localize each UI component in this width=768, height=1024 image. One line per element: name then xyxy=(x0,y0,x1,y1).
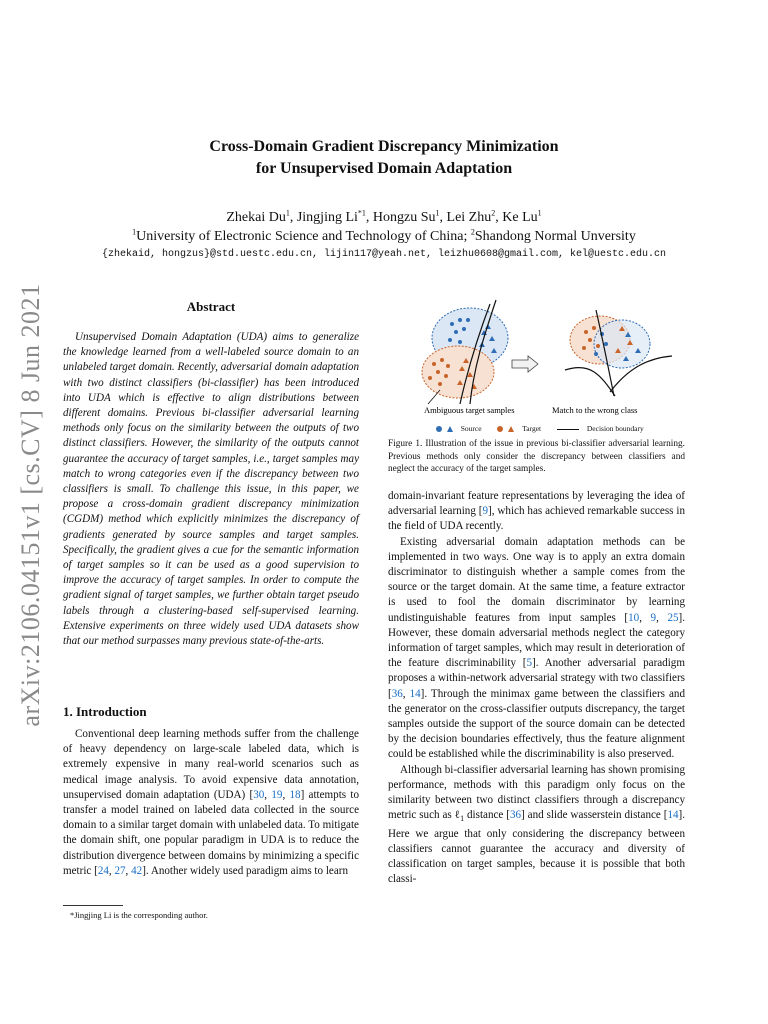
citation-sep: , xyxy=(656,611,668,624)
paragraph xyxy=(388,535,685,763)
figure-label-left: Ambiguous target samples xyxy=(424,405,515,415)
subscript: 1 xyxy=(460,814,465,824)
author-affil-mark: 2 xyxy=(491,208,496,218)
footnote-rule xyxy=(63,905,123,906)
intro-paragraph xyxy=(63,727,359,879)
intro-text: ]. Another widely used paradigm aims to learn xyxy=(142,864,348,877)
target-triangle-icon xyxy=(508,426,514,432)
paper-title-line2: for Unsupervised Domain Adaptation xyxy=(255,160,513,177)
author-affil-mark: 1 xyxy=(285,208,290,218)
citation-link[interactable]: 19 xyxy=(271,788,283,801)
citation-link[interactable]: 27 xyxy=(114,864,126,877)
affiliation-1: University of Electronic Science and Technology of China; xyxy=(136,229,468,244)
body-text: ]. Through the minimax game between the classifiers and the generator on the cross-classifier outputs discrepancy, the target samples outside the support of the source domain can be detected by the decision boundaries effectively, thus the feature alignment could be established while the discriminability is also preserved. xyxy=(388,687,686,761)
body-text: ], which has achieved remarkable success in the field of UDA recently. xyxy=(388,505,686,533)
figure-1-illustration xyxy=(400,296,680,416)
citation-sep: , xyxy=(125,864,132,877)
left-panel xyxy=(422,300,508,404)
abstract-text: Unsupervised Domain Adaptation (UDA) aims to generalize the knowledge learned from a well-labeled source domain to an unlabeled target domain. Recently, adversarial domain adaptation with two distinct classifiers (bi-classifier) has been introduced into UDA which is effective to align distributions between different domains. Previous bi-classifier adversarial learning methods only focus on the similarity between the outputs of two distinct classifiers. However, the similarity of the outputs cannot guarantee the accuracy of target samples, i.e., target samples may match to wrong categories even if the discrepancy between two classifiers is small. To challenge this issue, in this paper, we propose a cross-domain gradient discrepancy minimization (CGDM) method which explicitly minimizes the discrepancy of gradients generated by source samples and target samples. Specifically, the gradient gives a cue for the semantic information of target samples so it can be used as a good supervision to improve the accuracy of target samples. In order to compute the gradient signal of target samples, we further obtain target pseudo labels through a clustering-based self-supervised learning. Extensive experiments on three widely used UDA datasets show that our method surpasses many previous state-of-the-arts. xyxy=(63,331,359,648)
citation-link[interactable]: 36 xyxy=(509,809,522,822)
citation-link[interactable]: 10 xyxy=(628,611,640,624)
arxiv-stamp xyxy=(0,283,62,727)
figure-1-caption: Figure 1. Illustration of the issue in previous bi-classifier adversarial learning. Previous methods only consider the discrepancy between classifiers and neglect the accuracy of the target samples. xyxy=(388,439,685,475)
citation-link[interactable]: 36 xyxy=(391,687,403,700)
figure-label-right: Match to the wrong class xyxy=(552,405,638,415)
citation-link[interactable]: 14 xyxy=(667,809,679,822)
right-panel xyxy=(565,310,672,396)
author-affil-mark: 1 xyxy=(435,208,440,218)
author-affil-mark: *1 xyxy=(357,208,366,218)
body-text: ]. Another adversarial paradigm proposes a within-network adversarial strategy with two classifiers [ xyxy=(388,657,685,700)
figure-legend xyxy=(436,424,644,433)
body-text: ]. Here we argue that only considering the discrepancy between classifiers cannot guarantee the accuracy and diversity of classification on target samples, because it is possible that both classi- xyxy=(388,809,685,886)
author-name: Jingjing Li xyxy=(296,210,358,225)
body-text: ]. However, these domain adversarial methods neglect the category information of target samples, which may result in deterioration of the feature discriminability [ xyxy=(388,611,686,670)
right-column-text xyxy=(388,489,685,888)
source-triangle-icon xyxy=(447,426,453,432)
legend-boundary: Decision boundary xyxy=(586,424,644,433)
body-text: Existing adversarial domain adaptation methods can be implemented in two ways. One way is to apply an extra domain discriminator to distinguish whether a sample comes from the source or the target domain. At the same time, a feature extractor is used to fool the domain discriminator by learning undistinguishable features from input samples [ xyxy=(388,535,685,624)
pointer-arrow xyxy=(428,390,440,404)
citation-link[interactable]: 30 xyxy=(253,788,265,801)
affiliation-2: Shandong Normal Unversity xyxy=(474,229,636,244)
citation-link[interactable]: 42 xyxy=(131,864,143,877)
citation-link[interactable]: 18 xyxy=(289,788,301,801)
body-text: Although bi-classifier adversarial learning has shown promising performance, methods with this paradigm only focus on the similarity between two distinct classifiers through a discrepancy metric such as ℓ xyxy=(388,763,685,822)
target-cluster xyxy=(422,346,494,398)
citation-link[interactable]: 24 xyxy=(97,864,109,877)
transition-arrow xyxy=(512,356,538,372)
section-heading-introduction: 1. Introduction xyxy=(63,704,147,719)
arxiv-id: arXiv:2106.04151v1 [cs.CV] 8 Jun 2021 xyxy=(16,283,45,727)
body-text: ] and slide wasserstein distance [ xyxy=(521,809,668,822)
decision-boundary-3 xyxy=(565,368,615,396)
citation-sep: , xyxy=(639,611,651,624)
intro-text: Conventional deep learning methods suffer from the challenge of heavy dependency on large-scale labeled data, which is extremely expensive in many real-world scenarios such as medical image analysis. To avoid expensive data annotation, unsupervised domain adaptation (UDA) [ xyxy=(63,728,359,801)
author-list: Zhekai Du$^1$, Jingjing Li$^{*1}$, Hongzu Su$^1$, Lei Zhu$^2$, Ke Lu$^1$ xyxy=(226,208,542,225)
abstract-heading: Abstract xyxy=(186,299,236,314)
author-name: Zhekai Du xyxy=(226,210,286,225)
boundary-line-icon xyxy=(557,429,579,430)
citation-sep: , xyxy=(402,687,410,700)
paper-title-line1: Cross-Domain Gradient Discrepancy Minimization xyxy=(209,138,559,155)
affil-mark: 2 xyxy=(470,227,475,237)
footnote: *Jingjing Li is the corresponding author. xyxy=(70,910,208,920)
affiliations xyxy=(0,228,768,246)
affil-mark: 1 xyxy=(132,227,137,237)
body-text: domain-invariant feature representations by leveraging the idea of adversarial learning [ xyxy=(388,490,685,518)
author-affil-mark: 1 xyxy=(537,208,542,218)
citation-link[interactable]: 9 xyxy=(650,611,657,624)
legend-source: Source xyxy=(460,424,482,433)
author-name: Ke Lu xyxy=(502,210,538,225)
citation-sep: , xyxy=(264,788,272,801)
body-text: distance [ xyxy=(464,809,510,822)
intro-text: ] attempts to transfer a model trained on labeled data collected in the source domain to a similar target domain with unlabeled data. To mitigate the domain shift, one popular paradigm in UDA is to reduce the distribution divergence between domains by minimizing a specific metric [ xyxy=(63,788,360,877)
citation-sep: , xyxy=(108,864,115,877)
author-emails: {zhekaid, hongzus}@std.uestc.edu.cn, lijin117@yeah.net, leizhu0608@gmail.com, kel@uestc.edu.cn xyxy=(101,249,667,260)
paragraph xyxy=(388,763,685,888)
citation-sep: , xyxy=(282,788,290,801)
author-name: Hongzu Su xyxy=(372,210,436,225)
paragraph xyxy=(388,489,685,535)
citation-link[interactable]: 9 xyxy=(482,505,489,518)
target-circle-icon xyxy=(497,426,503,432)
legend-target: Target xyxy=(522,424,542,433)
author-name: Lei Zhu xyxy=(446,210,492,225)
citation-link[interactable]: 25 xyxy=(667,611,679,624)
citation-link[interactable]: 5 xyxy=(526,657,533,670)
source-circle-icon xyxy=(436,426,442,432)
citation-link[interactable]: 14 xyxy=(409,687,421,700)
